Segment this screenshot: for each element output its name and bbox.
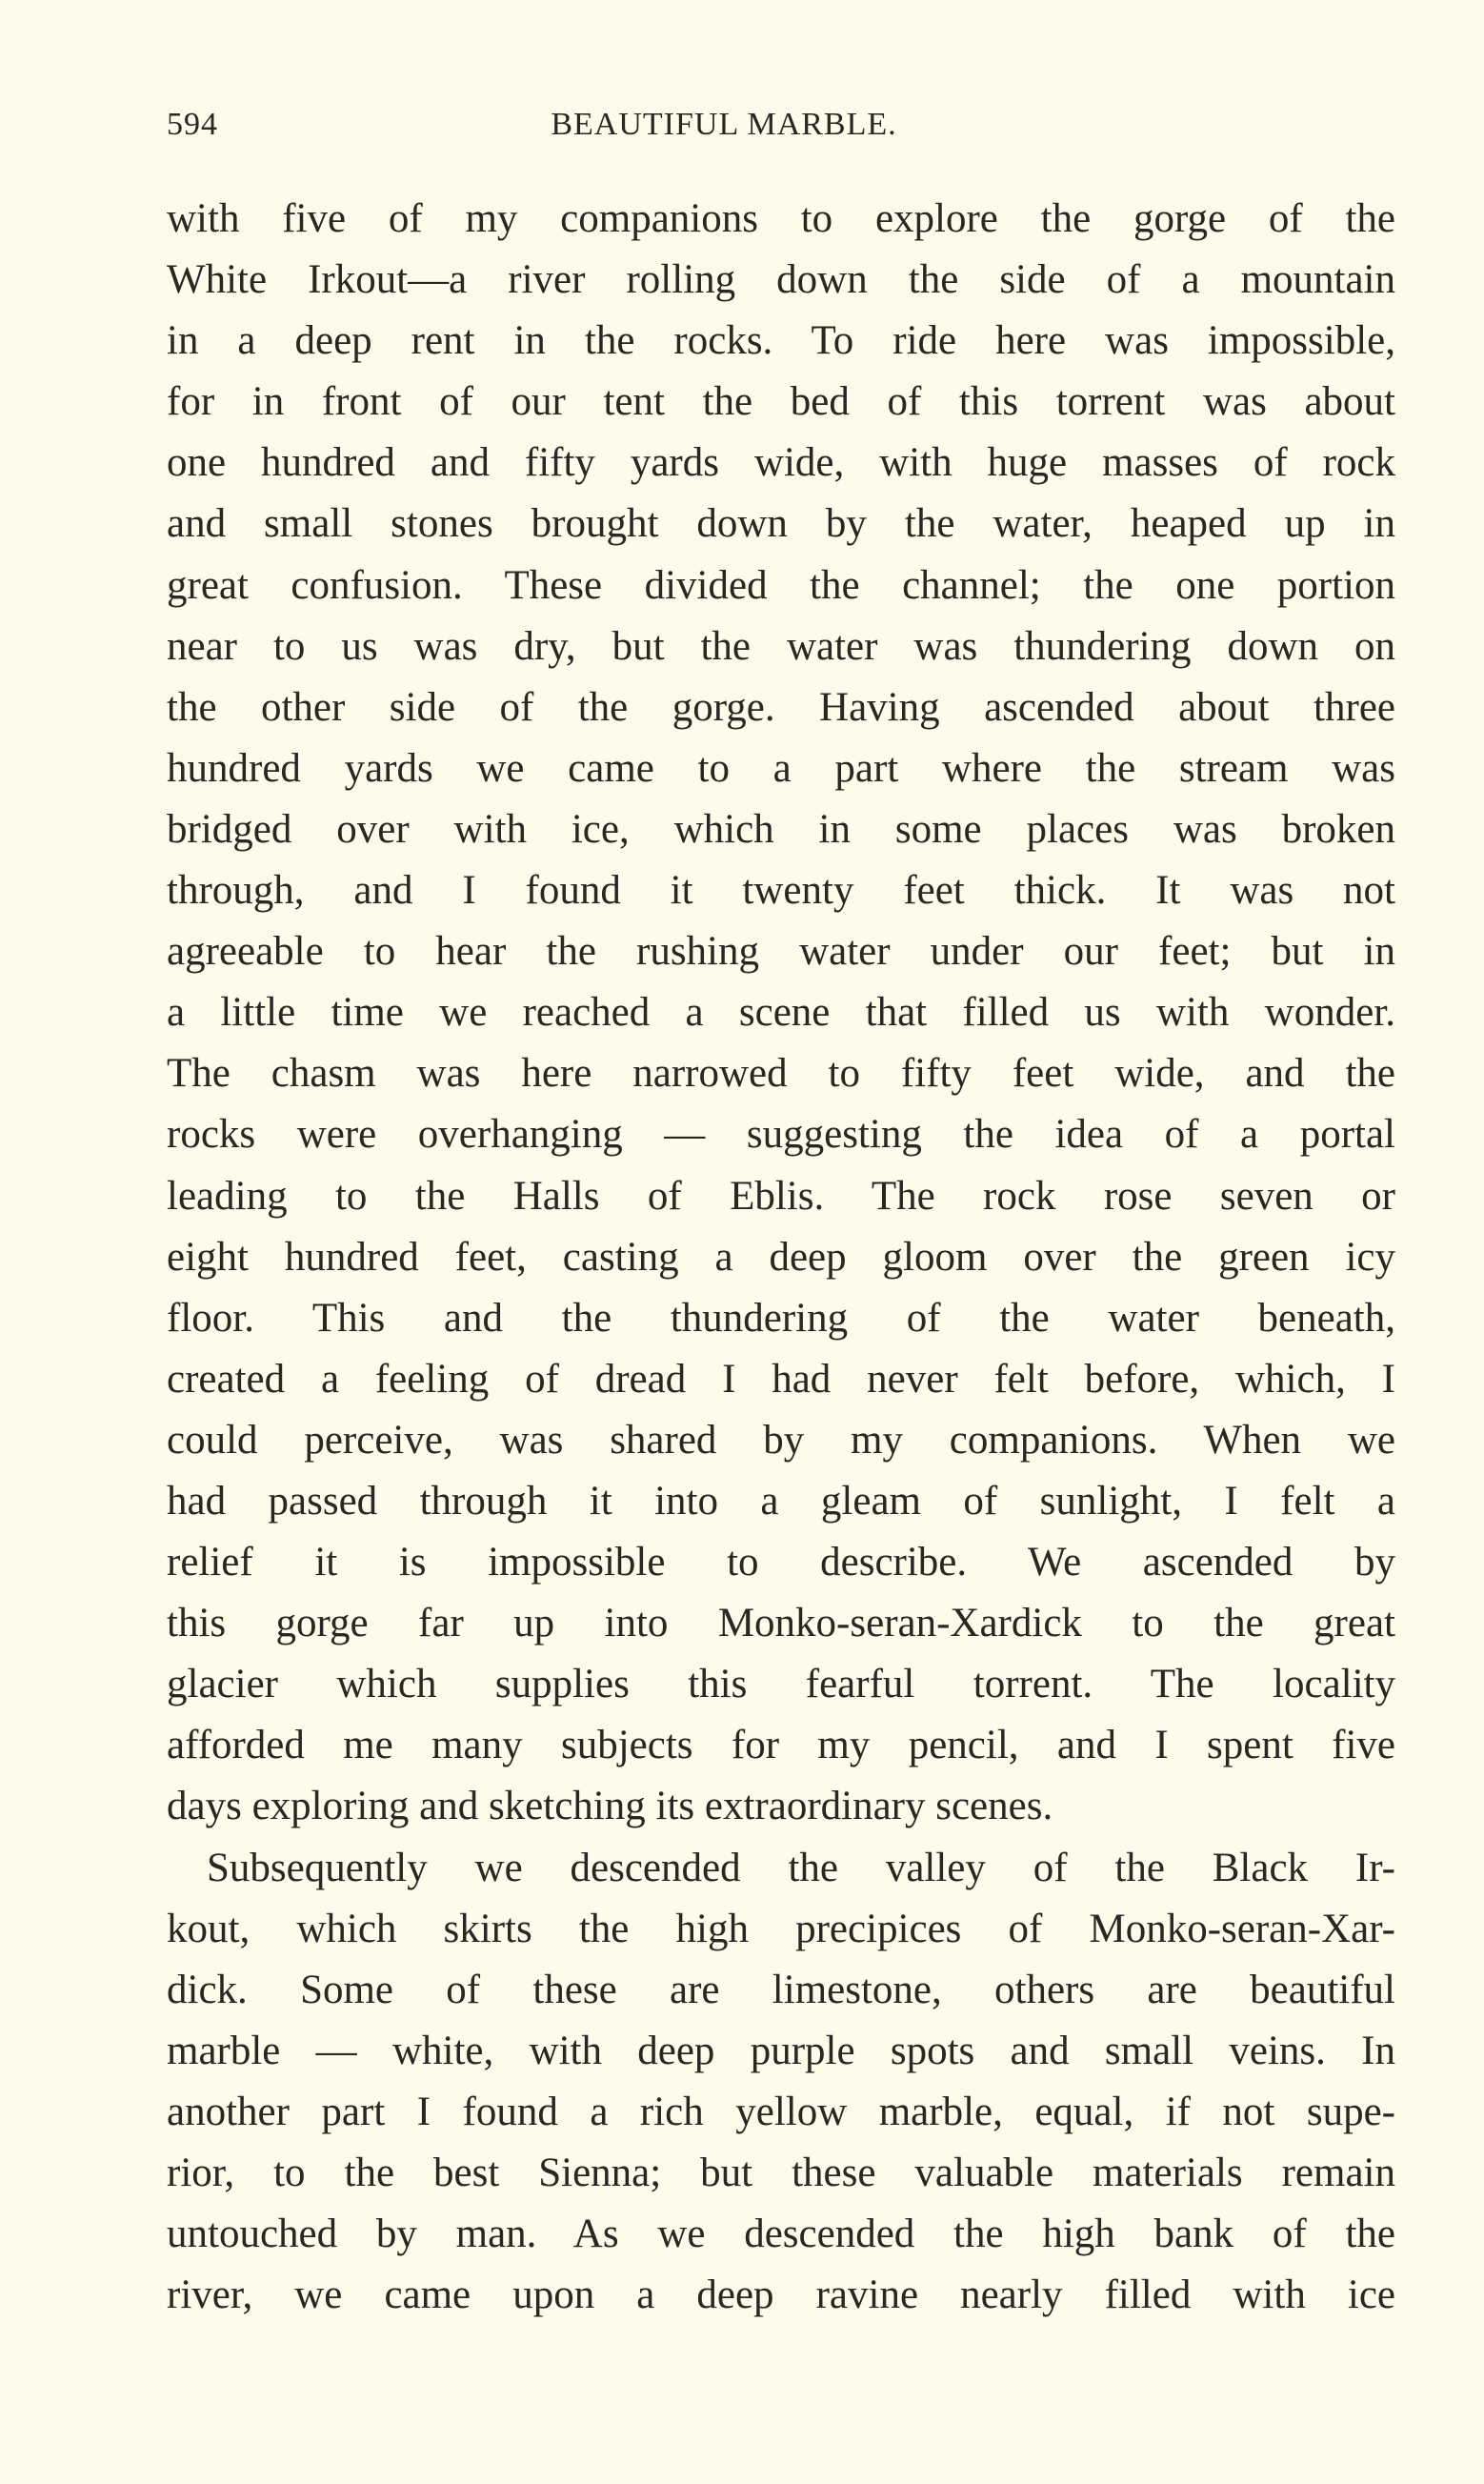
- text-line: with five of my companions to explore the gorge of the: [167, 196, 1395, 241]
- text-line: had passed through it into a gleam of sunlight, I felt a: [167, 1478, 1395, 1524]
- text-line: eight hundred feet, casting a deep gloom over the green icy: [167, 1234, 1395, 1280]
- text-line: rocks were overhanging — suggesting the idea of a portal: [167, 1112, 1395, 1158]
- text-line: through, and I found it twenty feet thick. It was not: [167, 868, 1395, 914]
- text-line: another part I found a rich yellow marble, equal, if not supe-: [167, 2089, 1395, 2134]
- text-line: marble — white, with deep purple spots and small veins. In: [167, 2028, 1395, 2073]
- text-line: afforded me many subjects for my pencil, and I spent five: [167, 1723, 1395, 1768]
- text-line: created a feeling of dread I had never felt before, which, I: [167, 1356, 1395, 1402]
- text-line: rior, to the best Sienna; but these valuable materials remain: [167, 2151, 1395, 2195]
- text-line: hundred yards we came to a part where the stream was: [167, 745, 1395, 791]
- text-line: near to us was dry, but the water was thundering down on: [167, 623, 1395, 669]
- text-line: White Irkout—a river rolling down the side of a mountain: [167, 257, 1395, 303]
- text-line: great confusion. These divided the channel; the one portion: [167, 562, 1395, 608]
- text-line: for in front of our tent the bed of this torrent was about: [167, 379, 1395, 425]
- running-title: BEAUTIFUL MARBLE.: [551, 107, 897, 142]
- text-line: dick. Some of these are limestone, others are beautiful: [167, 1967, 1395, 2012]
- running-header: [167, 107, 1395, 154]
- text-line: bridged over with ice, which in some places was broken: [167, 806, 1395, 852]
- text-line: in a deep rent in the rocks. To ride here was impossible,: [167, 318, 1395, 364]
- text-line: Subsequently we descended the valley of the Black Ir-: [207, 1845, 1395, 1890]
- text-line: a little time we reached a scene that filled us with wonder.: [167, 990, 1395, 1036]
- text-line: could perceive, was shared by my companions. When we: [167, 1417, 1395, 1463]
- text-line: river, we came upon a deep ravine nearly filled with ice: [167, 2272, 1395, 2318]
- text-line: and small stones brought down by the water, heaped up in: [167, 501, 1395, 547]
- page-number: 594: [167, 107, 218, 142]
- text-line: floor. This and the thundering of the water beneath,: [167, 1295, 1395, 1341]
- text-line: glacier which supplies this fearful torrent. The locality: [167, 1662, 1395, 1707]
- text-line: agreeable to hear the rushing water under our feet; but in: [167, 929, 1395, 975]
- text-line: this gorge far up into Monko-seran-Xardick to the great: [167, 1601, 1395, 1646]
- text-line: one hundred and fifty yards wide, with huge masses of rock: [167, 440, 1395, 486]
- text-line: leading to the Halls of Eblis. The rock rose seven or: [167, 1173, 1395, 1219]
- text-line: days exploring and sketching its extraordinary scenes.: [167, 1784, 1053, 1829]
- body-text: [167, 189, 1395, 2326]
- text-line: the other side of the gorge. Having ascended about three: [167, 684, 1395, 730]
- text-line: untouched by man. As we descended the high bank of the: [167, 2211, 1395, 2257]
- text-line: relief it is impossible to describe. We ascended by: [167, 1540, 1395, 1585]
- text-line: The chasm was here narrowed to fifty feet wide, and the: [167, 1051, 1395, 1097]
- text-line: kout, which skirts the high precipices of Monko-seran-Xar-: [167, 1906, 1395, 1951]
